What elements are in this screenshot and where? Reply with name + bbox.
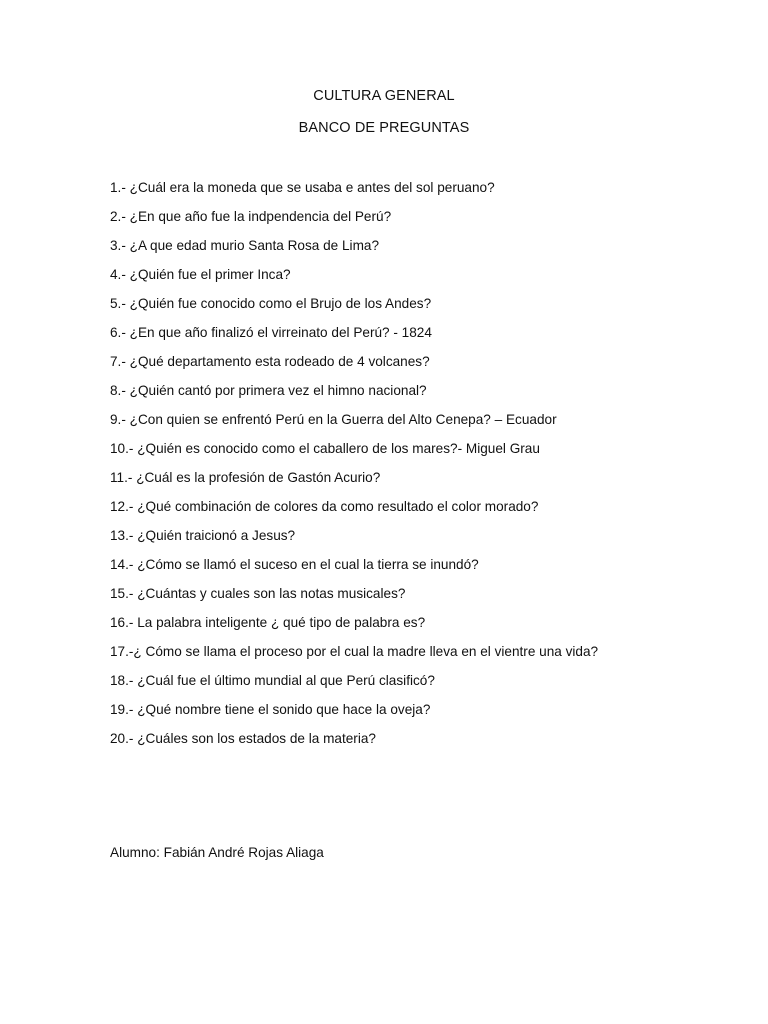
question-item: 8.- ¿Quién cantó por primera vez el himno nacional? — [110, 383, 427, 398]
question-item: 6.- ¿En que año finalizó el virreinato del Perú? - 1824 — [110, 325, 432, 340]
question-item: 7.- ¿Qué departamento esta rodeado de 4 volcanes? — [110, 354, 430, 369]
question-item: 12.- ¿Qué combinación de colores da como resultado el color morado? — [110, 499, 539, 514]
question-item: 13.- ¿Quién traicionó a Jesus? — [110, 528, 296, 543]
question-item: 4.- ¿Quién fue el primer Inca? — [110, 267, 291, 282]
question-item: 2.- ¿En que año fue la indpendencia del Perú? — [110, 209, 392, 224]
question-item: 14.- ¿Cómo se llamó el suceso en el cual la tierra se inundó? — [110, 557, 479, 572]
question-item: 16.- La palabra inteligente ¿ qué tipo de palabra es? — [110, 615, 426, 630]
question-list — [110, 179, 750, 759]
question-item: 15.- ¿Cuántas y cuales son las notas musicales? — [110, 586, 406, 601]
question-item: 3.- ¿A que edad murio Santa Rosa de Lima? — [110, 238, 380, 253]
question-item: 19.- ¿Qué nombre tiene el sonido que hace la oveja? — [110, 702, 431, 717]
question-item: 17.-¿ Cómo se llama el proceso por el cual la madre lleva en el vientre una vida? — [110, 644, 599, 659]
document-title: CULTURA GENERAL — [313, 88, 455, 104]
question-item: 1.- ¿Cuál era la moneda que se usaba e antes del sol peruano? — [110, 180, 495, 195]
question-item: 9.- ¿Con quien se enfrentó Perú en la Guerra del Alto Cenepa? – Ecuador — [110, 412, 557, 427]
question-item: 20.- ¿Cuáles son los estados de la materia? — [110, 731, 376, 746]
question-item: 5.- ¿Quién fue conocido como el Brujo de los Andes? — [110, 296, 432, 311]
question-item: 10.- ¿Quién es conocido como el caballero de los mares?- Miguel Grau — [110, 441, 540, 456]
question-item: 18.- ¿Cuál fue el último mundial al que Perú clasificó? — [110, 673, 435, 688]
student-name: Alumno: Fabián André Rojas Aliaga — [110, 845, 324, 860]
document-subtitle: BANCO DE PREGUNTAS — [298, 120, 470, 136]
question-item: 11.- ¿Cuál es la profesión de Gastón Acurio? — [110, 470, 381, 485]
